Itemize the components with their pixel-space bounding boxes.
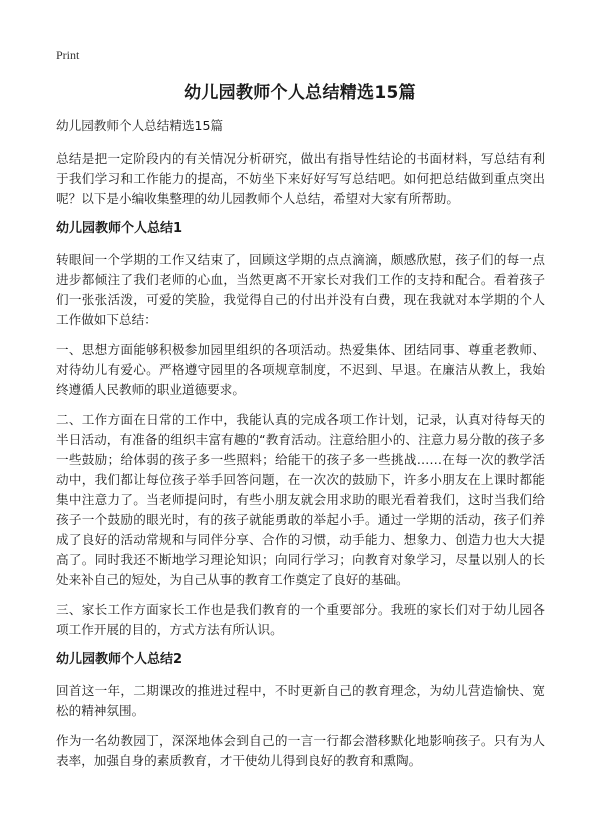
section1-paragraph-3: 二、工作方面在日常的工作中，我能认真的完成各项工作计划，记录，认真对待每天的半日活动，有准备的组织丰富有趣的“教育活动。注意给胆小的、注意力易分散的孩子多一些鼓励；给体弱的孩子多一些照料；给能干的孩子多一些挑战……在每一次的教学活动中，我们都让每位孩子举手回答问题，在一次次的鼓励下，许多小朋友在上课时都能集中注意力了。当老师提问时，有些小朋友就会用求助的眼光看着我们，这时当我们给孩子一个鼓励的眼光时，有的孩子就能勇敢的举起小手。通过一学期的活动，孩子们养成了良好的活动常规和与同伴分享、合作的习惯，动手能力、想象力、创造力也大大提高了。同时我还不断地学习理论知识；向同行学习；向教育对象学习，尽量以别人的长处来补自己的短处，为自己从事的教育工作奠定了良好的基础。	[56, 412, 545, 587]
section1-paragraph-4: 三、家长工作方面家长工作也是我们教育的一个重要部分。我班的家长们对于幼儿园各项工作开展的目的，方式方法有所认识。	[56, 602, 545, 637]
document-subtitle: 幼儿园教师个人总结精选15篇	[56, 118, 224, 133]
section2-paragraph-1: 回首这一年，二期课改的推进过程中，不时更新自己的教育理念，为幼儿营造愉快、宽松的精神氛围。	[56, 683, 545, 718]
section-heading-2: 幼儿园教师个人总结2	[56, 652, 183, 667]
print-label: Print	[56, 48, 80, 62]
intro-paragraph: 总结是把一定阶段内的有关情况分析研究，做出有指导性结论的书面材料，写总结有利于我们学习和工作能力的提高，不妨坐下来好好写写总结吧。如何把总结做到重点突出呢？以下是小编收集整理的幼儿园教师个人总结，希望对大家有所帮助。	[56, 151, 545, 206]
section1-paragraph-2: 一、思想方面能够积极参加园里组织的各项活动。热爱集体、团结同事、尊重老教师、对待幼儿有爱心。严格遵守园里的各项规章制度，不迟到、早退。在廉洁从教上，我始终遵循人民教师的职业道德要求。	[56, 342, 545, 397]
section2-paragraph-2: 作为一名幼教园丁，深深地体会到自己的一言一行都会潜移默化地影响孩子。只有为人表率，加强自身的素质教育，才干使幼儿得到良好的教育和熏陶。	[56, 733, 545, 768]
document-title: 幼儿园教师个人总结精选15篇	[184, 83, 416, 103]
document-body	[56, 116, 545, 781]
section-heading-1: 幼儿园教师个人总结1	[56, 221, 183, 236]
section1-paragraph-1: 转眼间一个学期的工作又结束了，回顾这学期的点点滴滴，颇感欣慰，孩子们的每一点进步都倾注了我们老师的心血，当然更离不开家长对我们工作的支持和配合。看着孩子们一张张活泼，可爱的笑脸，我觉得自己的付出并没有白费，现在我就对本学期的个人工作做如下总结：	[56, 252, 545, 327]
